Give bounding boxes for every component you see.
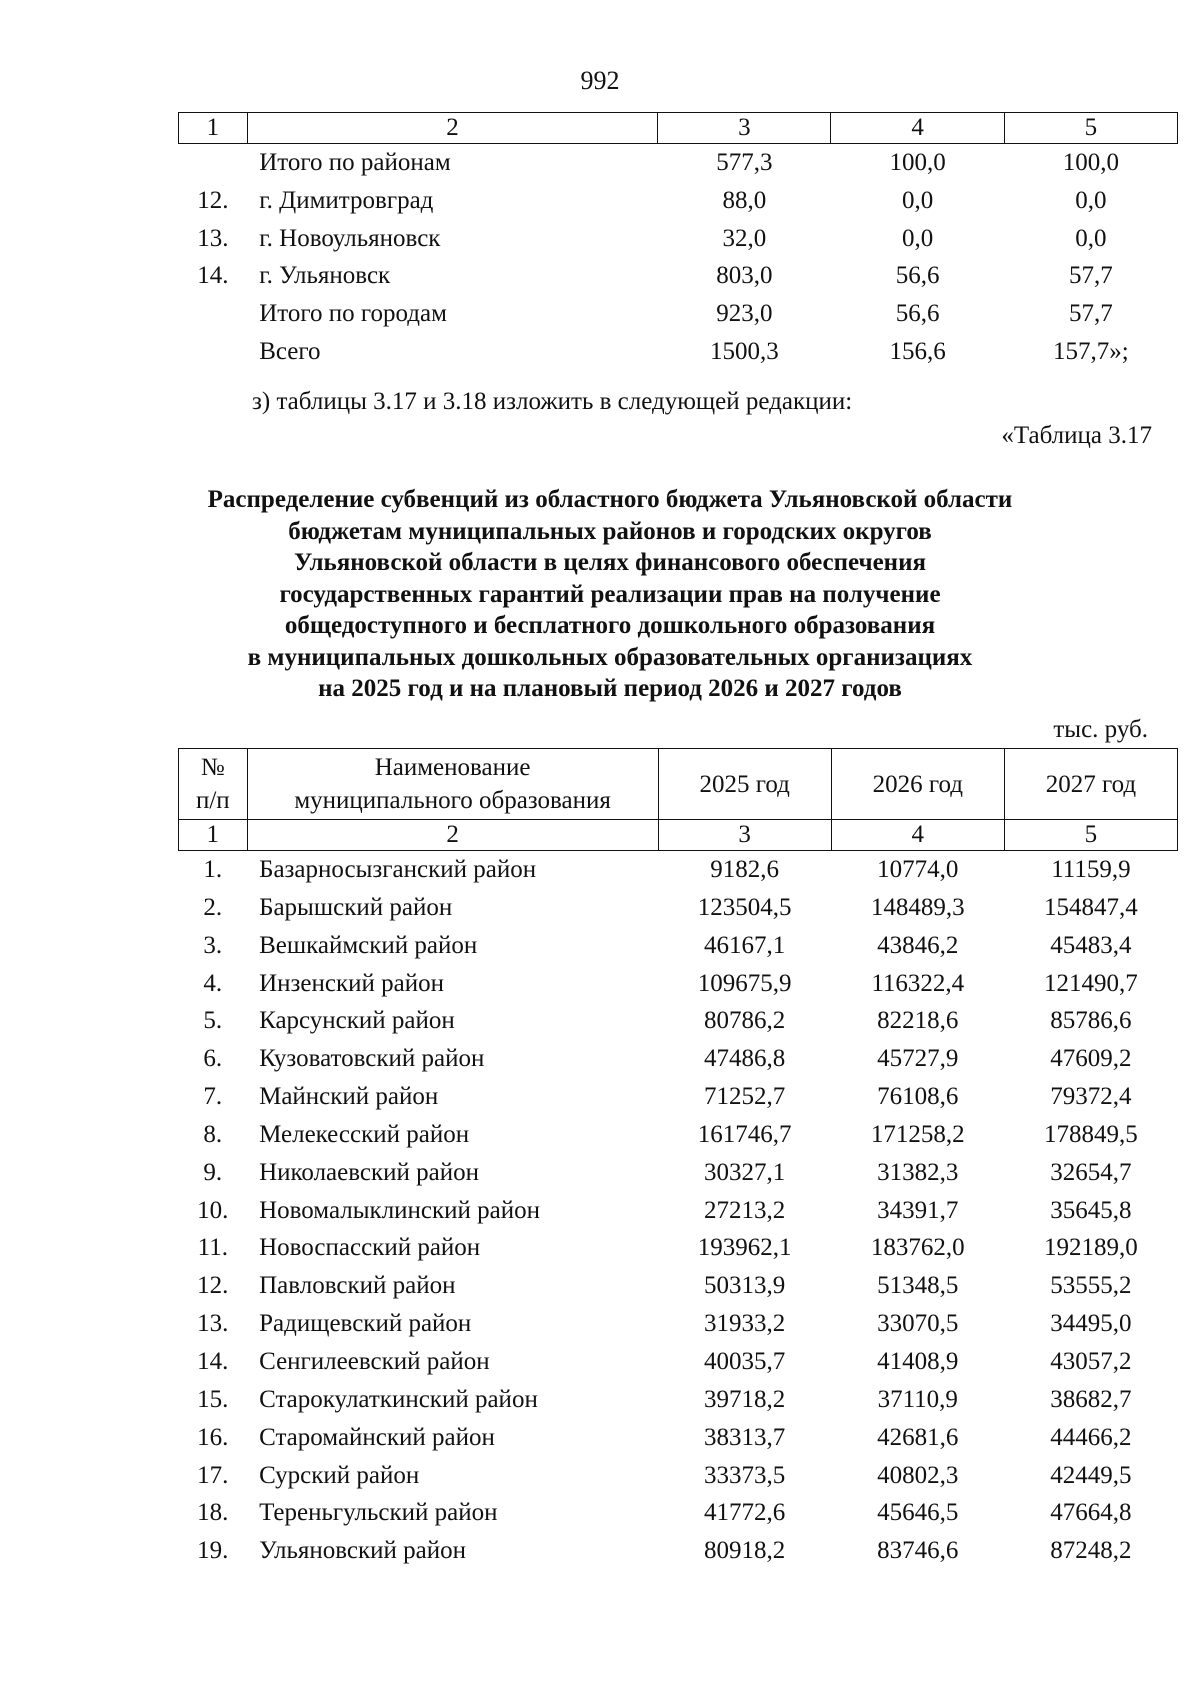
row-value-col5: 178849,5 [1044,1120,1138,1148]
row-value-col3: 803,0 [716,262,773,290]
row-name: Майнский район [259,1083,439,1111]
table-row [179,1419,1178,1457]
row-value-col4: 0,0 [901,186,934,214]
table-index-row [179,820,1178,851]
row-name: Итого по городам [259,300,447,328]
row-name: Николаевский район [259,1158,480,1186]
header-num [179,749,248,820]
col-index-3: 3 [658,113,831,144]
row-value-col5: 157,7»; [1052,337,1129,365]
col-index-2: 2 [247,113,658,144]
table-row [179,1116,1178,1154]
header-2025: 2025 год [658,749,831,820]
row-value-col3: 41772,6 [704,1499,786,1527]
row-num: 7. [203,1083,223,1111]
row-value-col3: 123504,5 [697,893,792,921]
row-name: Новомалыклинский район [259,1196,541,1224]
row-name: Радищевский район [259,1310,472,1338]
row-name: Мелекесский район [259,1120,470,1148]
row-name: Базарносызганский район [259,856,537,883]
row-num: 1. [203,856,223,883]
unit-label: тыс. руб. [1053,716,1148,743]
row-value-col3: 9182,6 [710,856,780,883]
row-value-col4: 40802,3 [877,1461,959,1489]
row-value-col5: 100,0 [1062,149,1119,176]
row-value-col5: 34495,0 [1050,1310,1132,1338]
row-name: Карсунский район [259,1007,455,1035]
row-num: 12. [197,186,229,214]
header-name [247,749,658,820]
table-row [179,1343,1178,1381]
table-row [179,851,1178,889]
row-value-col5: 57,7 [1068,262,1113,290]
table-row [179,1002,1178,1040]
table-row [179,1192,1178,1230]
row-num: 16. [197,1423,229,1451]
row-value-col4: 43846,2 [877,931,959,959]
row-num: 18. [197,1499,229,1527]
row-value-col5: 0,0 [1075,224,1107,252]
row-value-col3: 31933,2 [704,1310,786,1338]
row-num: 4. [203,969,223,997]
row-value-col3: 923,0 [716,300,773,328]
row-value-col4: 51348,5 [877,1272,959,1300]
row-value-col4: 100,0 [889,149,946,176]
row-value-col5: 53555,2 [1050,1272,1132,1300]
page-number: 992 [580,66,620,95]
row-value-col5: 35645,8 [1050,1196,1132,1224]
row-value-col4: 183762,0 [870,1234,965,1262]
row-name: Итого по районам [259,149,451,176]
row-value-col4: 0,0 [901,224,934,252]
row-value-col3: 161746,7 [697,1120,792,1148]
row-name: Сенгилеевский район [259,1347,490,1375]
row-value-col3: 39718,2 [704,1385,786,1413]
row-num: 14. [197,1347,229,1375]
instruction-text: з) таблицы 3.17 и 3.18 изложить в следующей редакции: [252,388,853,415]
row-value-col4: 33070,5 [877,1310,959,1338]
row-name: г. Димитровград [259,186,434,214]
row-name: Кузоватовский район [259,1045,485,1073]
row-num: 19. [197,1537,229,1565]
row-value-col4: 82218,6 [877,1007,959,1035]
row-value-col3: 193962,1 [697,1234,792,1262]
col-index-5: 5 [1004,820,1177,851]
table-row [179,1229,1178,1267]
row-name: Инзенский район [259,969,444,997]
row-value-col3: 88,0 [722,186,767,214]
row-value-col3: 50313,9 [704,1272,786,1300]
row-num: 17. [197,1461,229,1489]
row-value-col4: 83746,6 [877,1537,959,1565]
row-value-col4: 116322,4 [871,969,965,997]
header-num-line2: п/п [195,787,230,814]
col-index-3: 3 [658,820,831,851]
row-num: 6. [203,1045,223,1073]
col-index-5: 5 [1004,113,1177,144]
table-row [179,1532,1178,1570]
row-num: 9. [203,1158,223,1186]
header-2027: 2027 год [1004,749,1177,820]
row-num [179,295,248,333]
table-row [179,1305,1178,1343]
row-value-col4: 34391,7 [877,1196,959,1224]
row-value-col3: 47486,8 [704,1045,786,1073]
table-row [179,1457,1178,1495]
row-value-col5: 79372,4 [1050,1083,1132,1111]
heading-line: на 2025 год и на плановый период 2026 и 2027 годов [318,675,902,702]
row-value-col3: 71252,7 [704,1083,786,1111]
row-num: 3. [203,931,223,959]
row-value-col3: 80786,2 [704,1007,786,1035]
row-value-col4: 37110,9 [877,1385,958,1413]
heading-line: общедоступного и бесплатного дошкольного образования [284,612,936,639]
row-value-col3: 30327,1 [704,1158,786,1186]
row-value-col3: 1500,3 [709,337,779,365]
table-row [179,965,1178,1003]
row-value-col5: 42449,5 [1050,1461,1132,1489]
row-value-col4: 156,6 [889,337,946,365]
row-name: Барышский район [259,893,453,921]
row-value-col4: 148489,3 [870,893,965,921]
row-num: 2. [203,893,223,921]
row-value-col4: 171258,2 [870,1120,965,1148]
table-row [179,220,1178,258]
table-row [179,182,1178,220]
row-num: 14. [197,262,229,290]
row-value-col4: 76108,6 [877,1083,959,1111]
table-row [179,1381,1178,1419]
row-value-col3: 80918,2 [704,1537,786,1565]
row-value-col4: 56,6 [895,300,940,328]
row-num: 5. [203,1007,223,1035]
row-num [179,333,248,371]
row-value-col4: 56,6 [895,262,940,290]
heading-line: Ульяновской области в целях финансового обеспечения [293,549,927,576]
row-value-col5: 44466,2 [1050,1423,1132,1451]
row-value-col3: 27213,2 [704,1196,786,1224]
row-value-col4: 42681,6 [877,1423,959,1451]
table-row [179,1267,1178,1305]
row-value-col3: 46167,1 [704,931,786,959]
row-num: 11. [197,1234,228,1262]
row-value-col5: 57,7 [1068,300,1113,328]
row-name: Вешкаймский район [259,931,478,959]
row-num: 8. [203,1120,223,1148]
row-value-col5: 47664,8 [1050,1499,1132,1527]
row-name: г. Новоульяновск [259,224,441,252]
row-num [179,144,248,182]
table-row [179,1494,1178,1532]
heading-line: Распределение субвенций из областного бюджета Ульяновской области [207,486,1013,513]
row-num: 10. [197,1196,229,1224]
row-value-col5: 0,0 [1075,186,1107,214]
row-name: Сурский район [259,1461,420,1489]
header-name-line2: муниципального образования [294,787,611,814]
table-header-row [179,749,1178,820]
row-num: 13. [197,1310,229,1338]
row-value-col4: 10774,0 [877,856,959,883]
row-num: 15. [197,1385,229,1413]
table-heading [150,484,1070,705]
col-index-4: 4 [831,113,1004,144]
row-name: Старокулаткинский район [259,1385,538,1413]
row-value-col3: 33373,5 [704,1461,786,1489]
row-value-col4: 45646,5 [877,1499,959,1527]
table-row [179,257,1178,295]
row-value-col3: 577,3 [716,149,773,176]
row-value-col5: 87248,2 [1050,1537,1132,1565]
row-value-col5: 85786,6 [1050,1007,1132,1035]
col-index-1: 1 [179,113,248,144]
row-value-col3: 32,0 [722,224,767,252]
continued-table [178,112,1178,371]
table-label: «Таблица 3.17 [1001,422,1152,449]
heading-line: в муниципальных дошкольных образовательных организациях [247,643,973,671]
row-value-col5: 32654,7 [1050,1158,1132,1186]
header-name-line1: Наименование [374,754,531,781]
row-value-col5: 38682,7 [1050,1385,1132,1413]
table-row [179,144,1178,182]
row-value-col5: 121490,7 [1044,969,1138,997]
col-index-1: 1 [179,820,248,851]
row-value-col4: 41408,9 [877,1347,959,1375]
subvention-table [178,748,1178,1570]
table-row [179,1040,1178,1078]
row-name: Ульяновский район [259,1537,466,1565]
row-name: Новоспасский район [259,1234,481,1262]
col-index-2: 2 [247,820,658,851]
table-row [179,1078,1178,1116]
row-value-col5: 43057,2 [1050,1347,1132,1375]
row-num: 12. [197,1272,229,1300]
heading-line: государственных гарантий реализации прав на получение [279,580,941,608]
row-value-col3: 109675,9 [697,969,792,997]
row-value-col5: 11159,9 [1051,856,1131,883]
row-value-col5: 45483,4 [1050,931,1132,959]
row-name: Старомайнский район [259,1423,495,1451]
row-value-col5: 192189,0 [1044,1234,1138,1262]
col-index-4: 4 [831,820,1004,851]
row-name: Павловский район [259,1272,456,1300]
row-name: Всего [259,337,321,365]
table-row [179,927,1178,965]
table-row [179,295,1178,333]
row-name: Тереньгульский район [259,1499,498,1527]
row-name: г. Ульяновск [259,262,391,290]
row-num: 13. [197,224,229,252]
row-value-col3: 38313,7 [704,1423,786,1451]
header-2026: 2026 год [831,749,1004,820]
row-value-col4: 45727,9 [877,1045,959,1073]
heading-line: бюджетам муниципальных районов и городских округов [288,517,932,545]
row-value-col4: 31382,3 [877,1158,959,1186]
row-value-col3: 40035,7 [704,1347,786,1375]
header-num-line1: № [200,754,225,781]
table-index-row [179,113,1178,144]
row-value-col5: 154847,4 [1044,893,1138,921]
table-row [179,889,1178,927]
row-value-col5: 47609,2 [1050,1045,1132,1073]
table-row [179,333,1178,371]
table-row [179,1154,1178,1192]
